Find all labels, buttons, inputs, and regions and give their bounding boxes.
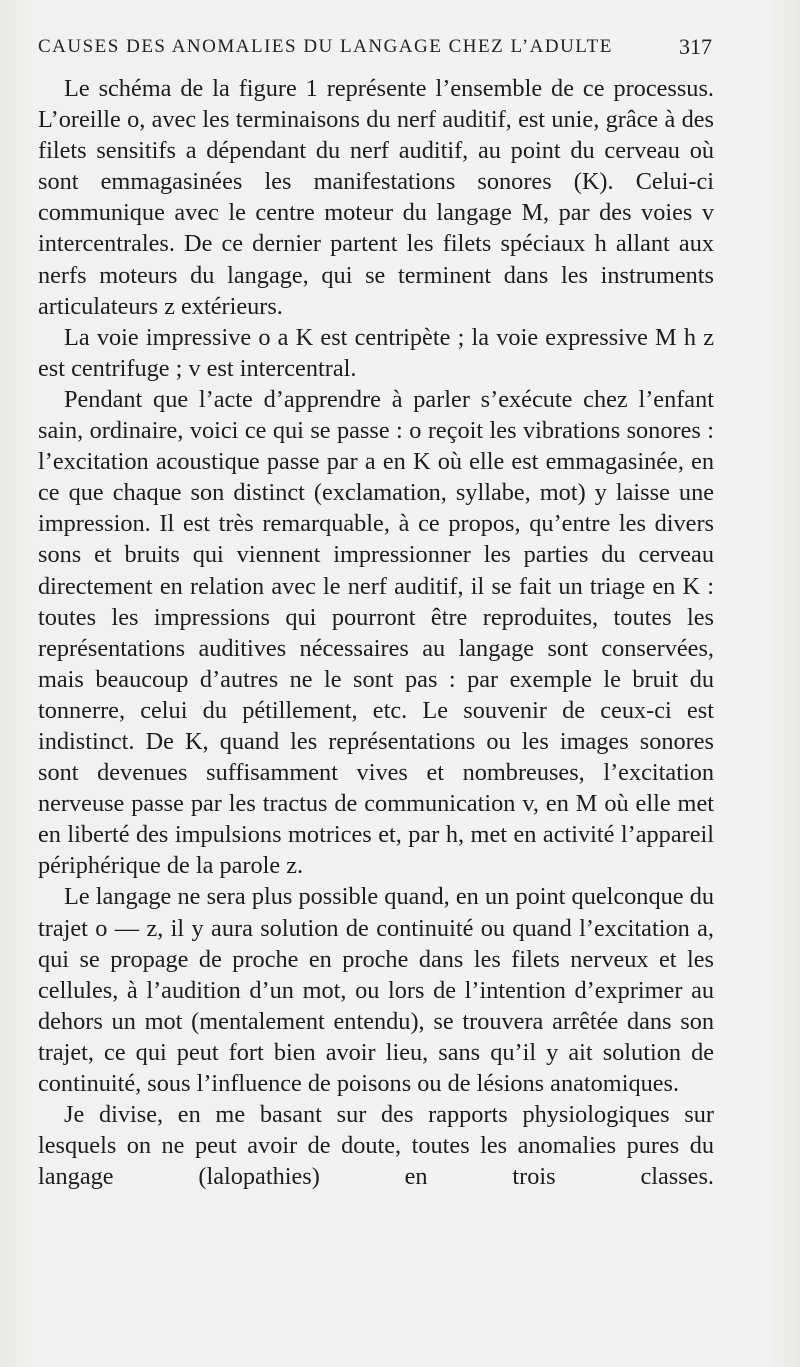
running-head: CAUSES DES ANOMALIES DU LANGAGE CHEZ L’ADULTE [38,36,613,57]
page-header [38,34,712,64]
paragraph-1: Le schéma de la figure 1 représente l’ensemble de ce processus. L’oreille o, avec les terminaisons du nerf auditif, est unie, grâce à des filets sensitifs a dépendant du nerf auditif, au point du cerveau où sont emmagasinées les manifestations sonores (K). Celui-ci communique avec le centre moteur du langage M, par des voies v intercentrales. De ce dernier partent les filets spéciaux h allant aux nerfs moteurs du langage, qui se terminent dans les instruments articulateurs z extérieurs. [38,75,714,320]
page-number: 317 [679,34,712,59]
paragraph-3: Pendant que l’acte d’apprendre à parler s’exécute chez l’enfant sain, ordinaire, voici ce qui se passe : o reçoit les vibrations sonores : l’excitation acoustique passe par a en K où elle est emmagasinée, en ce que chaque son distinct (exclamation, syllabe, mot) y laisse une impression. Il est très remarquable, à ce propos, qu’entre les divers sons et bruits qui viennent impressionner les parties du cerveau directement en relation avec le nerf auditif, il se fait un triage en K : toutes les impressions qui pourront être reproduites, toutes les représentations auditives nécessaires au langage sont conservées, mais beaucoup d’autres ne le sont pas : par exemple le bruit du tonnerre, celui du pétillement, etc. Le souvenir de ceux-ci est indistinct. De K, quand les représentations ou les images sonores sont devenues suffisamment vives et nombreuses, l’excitation nerveuse passe par les tractus de communication v, en M où elle met en liberté des impulsions motrices et, par h, met en activité l’appareil périphérique de la parole z. [38,385,714,880]
paragraph-5: Je divise, en me basant sur des rapports physiologiques sur lesquels on ne peut avoir de doute, toutes les anomalies pures du langage (lalopathies) en trois classes. [38,1101,714,1191]
body-text [38,73,714,1192]
paragraph-2: La voie impressive o a K est centripète ; la voie expressive M h z est centrifuge ; v est intercentral. [38,323,714,382]
paragraph-4: Le langage ne sera plus possible quand, en un point quelconque du trajet o — z, il y aura solution de continuité ou quand l’excitation a, qui se propage de proche en proche dans les filets nerveux et les cellules, à l’audition d’un mot, ou lors de l’intention d’exprimer au dehors un mot (mentalement entendu), se trouvera arrêtée dans son trajet, ce qui peut fort bien avoir lieu, sans qu’il y ait solution de continuité, sous l’influence de poisons ou de lésions anatomiques. [38,883,714,1097]
